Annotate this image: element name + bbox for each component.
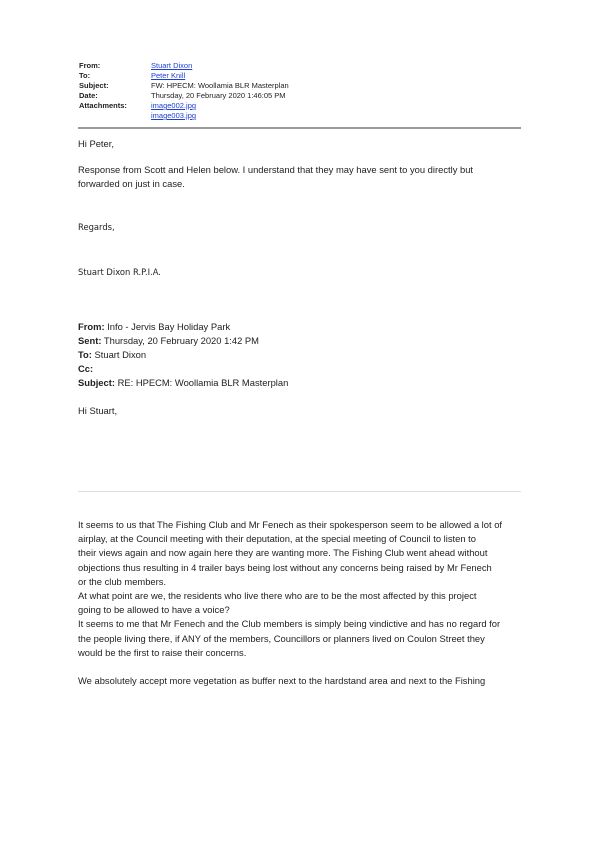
fwd-sent-label: Sent: xyxy=(78,335,102,346)
fwd-subject-value: RE: HPECM: Woollamia BLR Masterplan xyxy=(114,377,289,388)
body-line: It seems to us that The Fishing Club and Mr Fenech as their spokesperson seem to be allowed a lot of xyxy=(78,519,503,530)
fwd-from-row xyxy=(78,320,288,334)
fwd-to-row xyxy=(78,348,288,362)
paragraph-line: Response from Scott and Helen below. I understand that they may have sent to you directly but xyxy=(78,164,474,175)
body-line: the people living there, if ANY of the members, Councillors or planners lived on Coulon Street they xyxy=(78,632,485,644)
header-date-row xyxy=(79,91,289,101)
body-line: their views again and now again here they are wanting more. The Fishing Club went ahead without xyxy=(78,547,488,559)
paragraph-line: forwarded on just in case. xyxy=(78,178,185,189)
fwd-subject-row xyxy=(78,376,288,390)
body-line: or the club members. xyxy=(78,575,167,587)
signature: Stuart Dixon R.P.I.A. xyxy=(78,267,161,277)
message-paragraph xyxy=(78,163,523,191)
to-link[interactable]: Peter Knill xyxy=(151,71,186,80)
fwd-from-value: Info - Jervis Bay Holiday Park xyxy=(104,321,231,332)
email-header xyxy=(79,61,289,121)
fwd-subject-label: Subject: xyxy=(78,377,115,388)
fwd-cc-label: Cc: xyxy=(78,363,94,374)
from-label: From: xyxy=(79,61,101,70)
body-line: It seems to me that Mr Fenech and the Club members is simply being vindictive and has no regard for xyxy=(78,618,501,630)
header-to-row xyxy=(79,71,289,81)
fwd-sent-row xyxy=(78,334,288,348)
fwd-sent-value: Thursday, 20 February 2020 1:42 PM xyxy=(101,335,259,346)
body-line: going to be allowed to have a voice? xyxy=(78,604,230,616)
from-link[interactable]: Stuart Dixon xyxy=(151,61,193,70)
date-value: Thursday, 20 February 2020 1:46:05 PM xyxy=(151,91,286,100)
attachment-list xyxy=(151,101,196,121)
body-line: We absolutely accept more vegetation as buffer next to the hardstand area and next to the Fishing xyxy=(78,675,486,687)
greeting: Hi Peter, xyxy=(78,138,114,149)
to-label: To: xyxy=(79,71,91,80)
fwd-to-value: Stuart Dixon xyxy=(91,349,147,360)
attachments-label: Attachments: xyxy=(79,101,127,110)
header-divider xyxy=(78,127,521,129)
body-line: objections thus resulting in 4 trailer bays being lost without any concerns being raised by Mr Fenech xyxy=(78,561,492,573)
header-from-row xyxy=(79,61,289,71)
fwd-to-label: To: xyxy=(78,349,92,360)
body-line: airplay, at the Council meeting with their deputation, at the special meeting of Council to listen to xyxy=(78,533,476,545)
header-subject-row xyxy=(79,81,289,91)
body-line: would be the first to raise their concerns. xyxy=(78,646,247,658)
attachment-link[interactable]: image003.jpg xyxy=(151,111,197,120)
message-body xyxy=(78,518,528,688)
attachment-link[interactable]: image002.jpg xyxy=(151,101,197,110)
subject-label: Subject: xyxy=(79,81,109,90)
header-attachments-row xyxy=(79,101,289,121)
subject-value: FW: HPECM: Woollamia BLR Masterplan xyxy=(151,81,289,90)
fwd-cc-row xyxy=(78,362,288,376)
date-label: Date: xyxy=(79,91,98,100)
forwarded-greeting: Hi Stuart, xyxy=(78,405,118,416)
forwarded-header xyxy=(78,320,288,390)
signoff: Regards, xyxy=(78,222,115,232)
body-divider xyxy=(78,491,521,492)
fwd-from-label: From: xyxy=(78,321,105,332)
body-line: At what point are we, the residents who live there who are to be the most affected by this project xyxy=(78,590,477,602)
